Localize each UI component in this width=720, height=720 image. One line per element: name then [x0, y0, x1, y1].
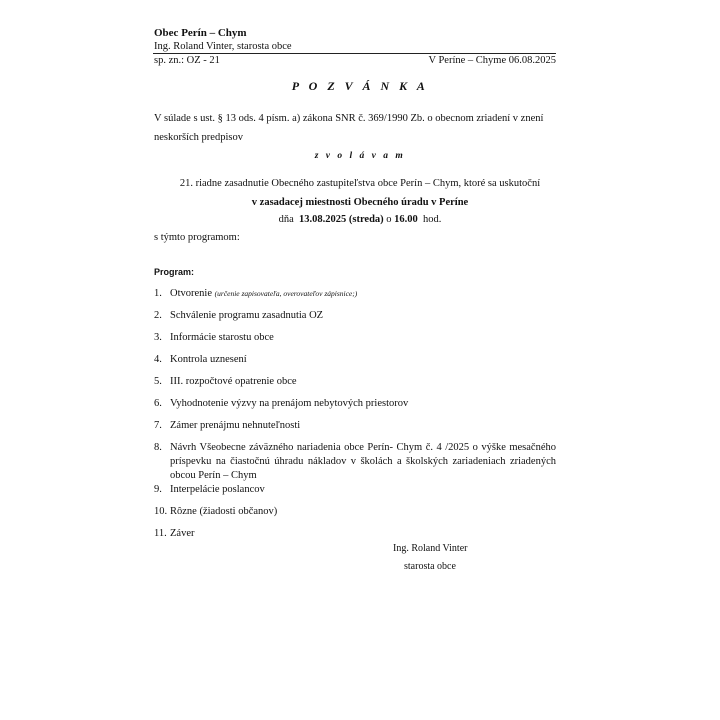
meeting-time: 16.00: [394, 214, 418, 225]
agenda-item: [154, 505, 556, 520]
agenda-item-number: 6.: [154, 398, 162, 409]
agenda-item-text: III. rozpočtové opatrenie obce: [170, 376, 297, 387]
agenda-item: [154, 287, 556, 302]
agenda-item-text: Rôzne (žiadosti občanov): [170, 506, 278, 517]
reference-number: sp. zn.: OZ - 21: [154, 55, 220, 66]
document-title: P O Z V Á N K A: [291, 79, 429, 93]
agenda-item-number: 4.: [154, 354, 162, 365]
agenda-item-note: (určenie zapisovateľa, overovateľov zápisnice;): [214, 289, 358, 298]
agenda-item-number: 11.: [154, 528, 167, 539]
agenda-item-text: Návrh Všeobecne záväzného nariadenia obce Perín- Chym č. 4 /2025 o výške mesačného príspevku na čiastočnú úhradu nákladov v školách a školských zariadeniach zriadených obcou Perín – Chym: [170, 442, 556, 481]
time-suffix: hod.: [423, 214, 442, 225]
agenda-item: [154, 441, 556, 483]
agenda-item: [154, 353, 556, 368]
agenda-item-number: 1.: [154, 288, 162, 299]
agenda-item-number: 5.: [154, 376, 162, 387]
agenda-item: [154, 527, 556, 542]
session-text: 21. riadne zasadnutie Obecného zastupiteľstva obce Perín – Chym, ktoré sa uskutoční: [179, 178, 541, 189]
date-time-line: [0, 214, 720, 225]
agenda-item-text: Záver: [170, 528, 195, 539]
agenda-item-number: 2.: [154, 310, 162, 321]
mayor-line: Ing. Roland Vinter, starosta obce: [154, 41, 292, 52]
agenda-item: [154, 419, 556, 434]
venue-text: v zasadacej miestnosti Obecného úradu v Períne: [251, 197, 469, 208]
organization-name: Obec Perín – Chym: [154, 27, 247, 39]
agenda-item: [154, 375, 556, 390]
agenda-item-text: Zámer prenájmu nehnuteľnosti: [170, 420, 301, 431]
convene-heading: z v o l á v a m: [314, 151, 406, 161]
program-label: Program:: [154, 267, 195, 277]
signatory-title: starosta obce: [404, 561, 456, 572]
agenda-item-text: Schválenie programu zasadnutia OZ: [170, 310, 324, 321]
meeting-date: 13.08.2025 (streda): [299, 214, 384, 225]
agenda-item-number: 10.: [154, 506, 168, 517]
time-prefix: o: [386, 214, 392, 225]
legal-basis-text: V súlade s ust. § 13 ods. 4 písm. a) zákona SNR č. 369/1990 Zb. o obecnom zriadení v znení neskorších predpisov: [154, 113, 544, 143]
header-divider: [153, 53, 556, 54]
agenda-list: [154, 287, 556, 549]
program-intro: s týmto programom:: [154, 232, 240, 243]
agenda-item-number: 9.: [154, 484, 162, 495]
agenda-item-text: Vyhodnotenie výzvy na prenájom nebytových priestorov: [170, 398, 409, 409]
date-prefix: dňa: [278, 214, 294, 225]
signatory-name: Ing. Roland Vinter: [393, 543, 468, 554]
agenda-item-number: 3.: [154, 332, 162, 343]
agenda-item-number: 8.: [154, 442, 162, 453]
agenda-item: [154, 309, 556, 324]
agenda-item-text: Interpelácie poslancov: [170, 484, 265, 495]
agenda-item-number: 7.: [154, 420, 162, 431]
agenda-item-text: Kontrola uznesení: [170, 354, 247, 365]
agenda-item: [154, 397, 556, 412]
agenda-item-text: Informácie starostu obce: [170, 332, 274, 343]
place-date: V Períne – Chyme 06.08.2025: [428, 55, 556, 66]
agenda-item: [154, 483, 556, 498]
agenda-item-text: Otvorenie: [170, 288, 212, 299]
agenda-item: [154, 331, 556, 346]
